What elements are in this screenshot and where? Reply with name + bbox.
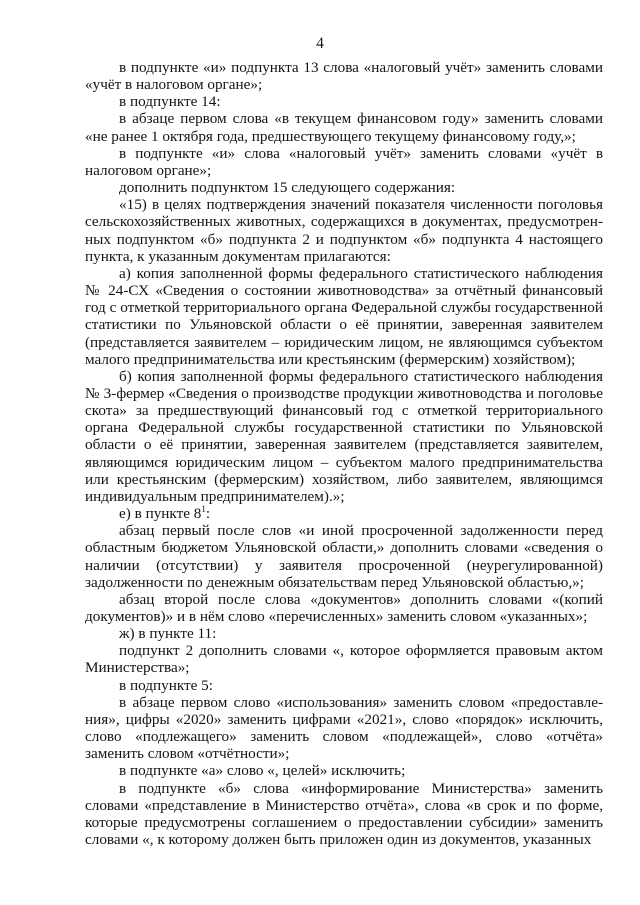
paragraph-11: абзац второй после слова «документов» дополнить словами «(копий документов)» и в нём слово «перечисленных» заменить словом «указанных»; — [85, 590, 603, 625]
paragraph-16: в подпункте «а» слово «, целей» исключить; — [119, 762, 406, 780]
paragraph-9-superscript: 1 — [201, 504, 206, 515]
paragraph-17: в подпункте «б» слова «информирование Министерства» заменить словами «представление в Министерство отчёта», слова «в срок и по форме, которые предусмотрены соглашением о предоставлении субсидии» заменить словами «, к которому должен быть приложен один из документов, указанных — [85, 779, 603, 849]
document-body — [85, 59, 603, 848]
paragraph-12: ж) в пункте 11: — [119, 625, 217, 643]
paragraph-9-text: е) в пункте 8 — [119, 505, 202, 523]
paragraph-2: в подпункте 14: — [119, 93, 221, 111]
paragraph-13: подпункт 2 дополнить словами «, которое оформляется правовым актом Министерства»; — [85, 642, 603, 677]
paragraph-4: в подпункте «и» слова «налоговый учёт» заменить словами «учёт в налоговом органе»; — [85, 144, 603, 179]
paragraph-15: в абзаце первом слово «использования» заменить словом «предоставления», цифры «2020» заменить цифрами «2021», слово «порядок» исключить, слово «подлежащего» заменить словом «подлежащей», слово «отчёта» заменить словом «отчётности»; — [85, 693, 603, 763]
paragraph-8: б) копия заполненной формы федерального статистического наблюдения № 3-фермер «Сведения о производстве продукции животноводства и поголовье скота» за предшествующий финансовый год с отметкой территориального органа Федеральной службы государственной статистики по Ульяновской области о её принятии, заверенная заявителем (представляется заявителем, являющимся юридическим лицом – субъектом малого предпринимательства или крестьянским (фермерским) хозяйством, либо заявителем, являющимся индивидуальным предпринимателем).»; — [85, 367, 603, 505]
paragraph-9 — [85, 505, 603, 522]
page-number: 4 — [316, 35, 324, 52]
paragraph-1: в подпункте «и» подпункта 13 слова «налоговый учёт» заменить словами «учёт в налоговом органе»; — [85, 59, 603, 94]
paragraph-14: в подпункте 5: — [119, 676, 213, 694]
paragraph-9-colon: : — [205, 505, 211, 523]
paragraph-5: дополнить подпунктом 15 следующего содержания: — [119, 179, 456, 197]
paragraph-7: а) копия заполненной формы федерального статистического наблюдения № 24-СХ «Сведения о состоянии животноводства» за отчётный финансовый год с отметкой территориального органа Федеральной службы государственной статистики по Ульяновской области о её принятии, заверенная заявителем (представляется заявителем – юридическим лицом, не являющимся субъектом малого предпринимательства или крестьянским (фермерским) хозяйством); — [85, 264, 603, 368]
paragraph-3: в абзаце первом слова «в текущем финансовом году» заменить словами «не ранее 1 октября года, предшествующего текущему финансовому году,»; — [85, 110, 603, 145]
paragraph-6: «15) в целях подтверждения значений показателя численности поголовья сельскохозяйственных животных, содержащихся в документах, предусмотренных подпунктом «б» подпункта 2 и подпунктом «б» подпункта 4 настоящего пункта, к указанным документам прилагаются: — [85, 196, 603, 265]
paragraph-10: абзац первый после слов «и иной просроченной задолженности перед областным бюджетом Ульяновской области,» дополнить словами «сведения о наличии (отсутствии) у заявителя просроченной (неурегулированной) задолженности по денежным обязательствам перед Ульяновской областью,»; — [85, 522, 603, 591]
